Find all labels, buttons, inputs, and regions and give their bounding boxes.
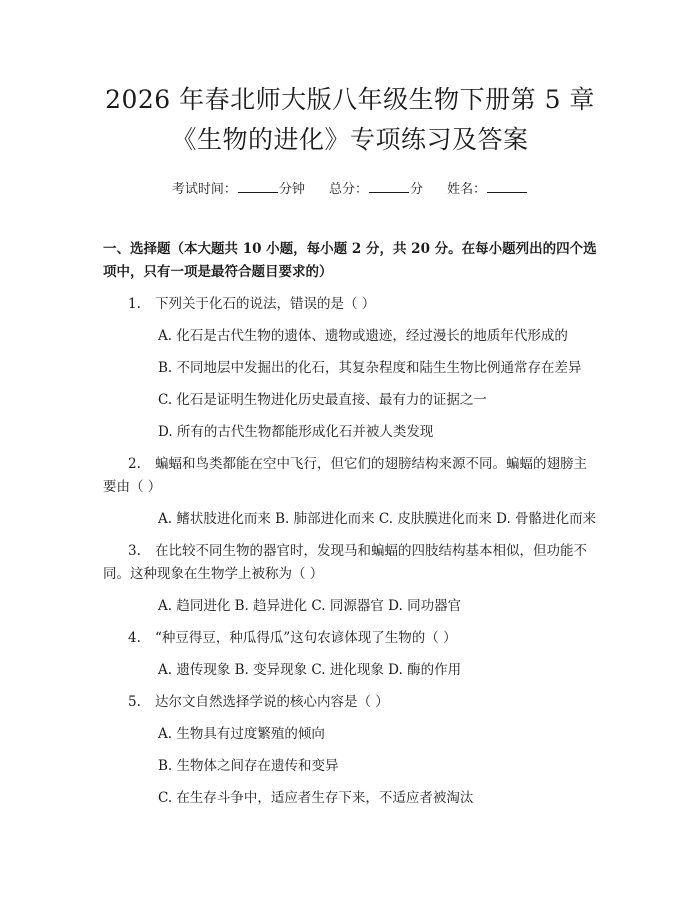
student-name-field	[447, 180, 528, 200]
exam-time-label: 考试时间：	[171, 182, 237, 197]
question-4	[103, 627, 597, 650]
question-stem: “种豆得豆，种瓜得瓜”这句农谚体现了生物的（ ）	[155, 630, 457, 646]
question-5	[103, 691, 597, 714]
question-1-option-a: A. 化石是古代生物的遗体、遗物或遗迹，经过漫长的地质年代形成的	[158, 328, 568, 344]
question-stem: 在比较不同生物的器官时，发现马和蝙蝠的四肢结构基本相似，但功能不同。这种现象在生物学上被称为（ ）	[103, 543, 587, 582]
question-5-option-a: A. 生物具有过度繁殖的倾向	[158, 726, 325, 742]
question-number: 1.	[128, 296, 141, 312]
question-3	[103, 540, 597, 586]
question-stem: 下列关于化石的说法，错误的是（ ）	[155, 296, 376, 312]
question-1-option-b: B. 不同地层中发掘出的化石，其复杂程度和陆生生物比例通常存在差异	[158, 360, 582, 376]
title-line-1: 2026 年春北师大版八年级生物下册第 5 章	[105, 85, 595, 114]
exam-time-blank	[238, 180, 278, 193]
section-heading: 一、选择题（本大题共 10 小题，每小题 2 分，共 20 分。在每小题列出的四个选项中，只有一项是最符合题目要求的）	[103, 241, 597, 280]
question-stem: 达尔文自然选择学说的核心内容是（ ）	[155, 694, 389, 710]
question-2-options: A. 鳍状肢进化而来 B. 肺部进化而来 C. 皮肤膜进化而来 D. 骨骼进化而来	[158, 511, 597, 527]
question-number: 4.	[128, 630, 141, 646]
question-1	[103, 293, 597, 316]
question-number: 5.	[128, 694, 141, 710]
question-4-options: A. 遗传现象 B. 变异现象 C. 进化现象 D. 酶的作用	[158, 662, 462, 678]
question-5-option-c: C. 在生存斗争中，适应者生存下来，不适应者被淘汰	[158, 790, 474, 806]
question-number: 3.	[128, 543, 141, 559]
student-name-blank	[487, 180, 527, 193]
question-stem: 蝙蝠和鸟类都能在空中飞行，但它们的翅膀结构来源不同。蝙蝠的翅膀主要由（ ）	[103, 456, 587, 495]
question-2	[103, 453, 597, 499]
total-score-blank	[369, 180, 409, 193]
question-3-options: A. 趋同进化 B. 趋异进化 C. 同源器官 D. 同功器官	[158, 598, 462, 614]
title-line-2: 《生物的进化》专项练习及答案	[171, 125, 529, 154]
question-5-option-b: B. 生物体之间存在遗传和变异	[158, 758, 339, 774]
question-number: 2.	[128, 456, 141, 472]
total-score-unit: 分	[410, 182, 424, 197]
student-name-label: 姓名：	[447, 182, 487, 197]
exam-time-unit: 分钟	[278, 182, 305, 197]
exam-info	[103, 180, 597, 200]
page-title	[103, 0, 597, 160]
question-1-option-c: C. 化石是证明生物进化历史最直接、最有力的证据之一	[158, 392, 487, 408]
exam-time-field	[172, 180, 305, 200]
total-score-label: 总分：	[328, 182, 368, 197]
question-1-option-d: D. 所有的古代生物都能形成化石并被人类发现	[158, 424, 434, 440]
total-score-field	[329, 180, 423, 200]
